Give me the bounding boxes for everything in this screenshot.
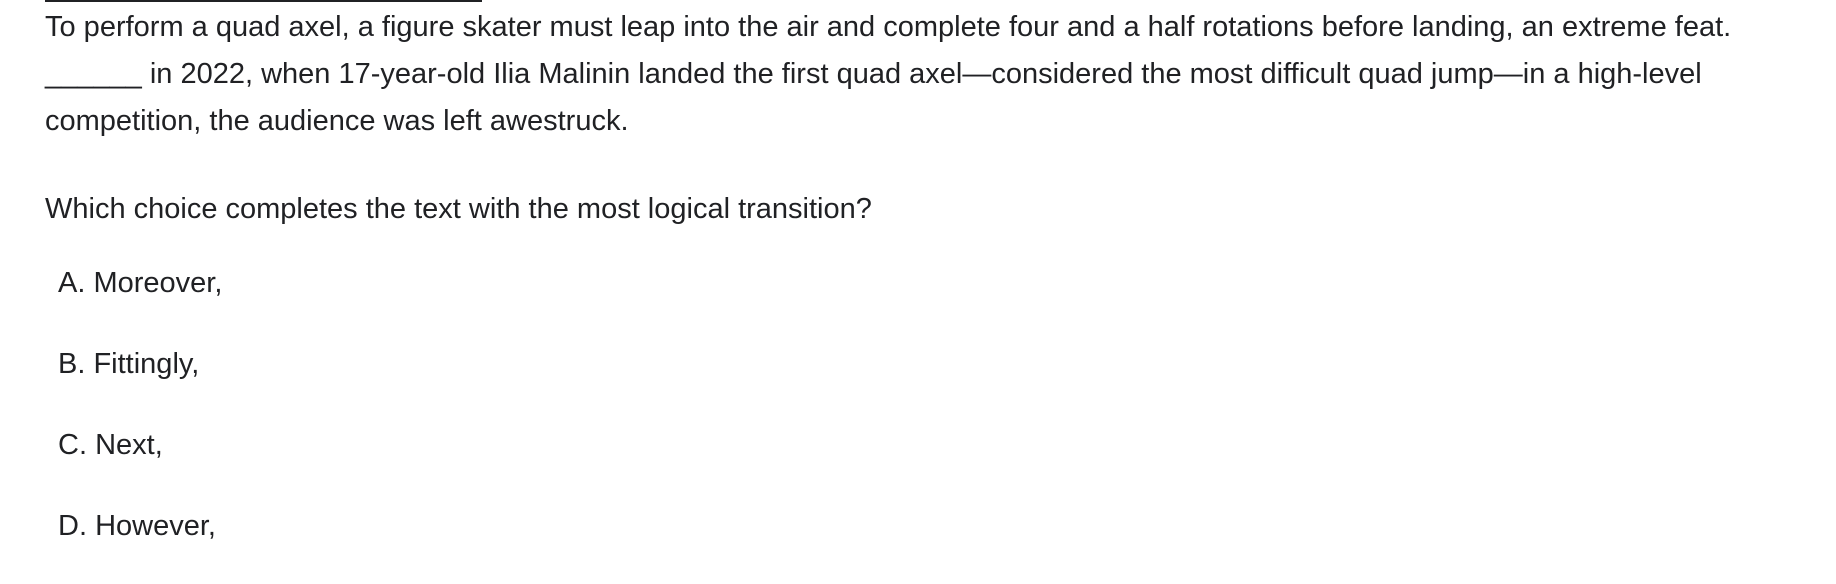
answer-choices bbox=[58, 260, 222, 584]
choice-letter: C. bbox=[58, 429, 87, 461]
choice-text: However, bbox=[95, 510, 216, 542]
choice-c[interactable] bbox=[58, 422, 222, 503]
passage-before-blank: To perform a quad axel, a figure skater must leap into the air and complete four and a half rotations before landing, an extreme feat. bbox=[45, 11, 1732, 43]
passage-text bbox=[45, 4, 1785, 145]
passage-blank: ______ bbox=[45, 58, 142, 90]
choice-letter: D. bbox=[58, 510, 87, 542]
choice-text: Next, bbox=[95, 429, 163, 461]
passage-after-blank: in 2022, when 17-year-old Ilia Malinin landed the first quad axel—considered the most difficult quad jump—in a high-level competition, the audience was left awestruck. bbox=[45, 58, 1702, 137]
choice-a[interactable] bbox=[58, 260, 222, 341]
choice-text: Fittingly, bbox=[93, 348, 200, 380]
choice-d[interactable] bbox=[58, 503, 222, 584]
choice-b[interactable] bbox=[58, 341, 222, 422]
top-divider bbox=[45, 0, 482, 2]
choice-text: Moreover, bbox=[93, 267, 223, 299]
choice-letter: B. bbox=[58, 348, 86, 380]
question-prompt: Which choice completes the text with the most logical transition? bbox=[45, 193, 872, 225]
choice-letter: A. bbox=[58, 267, 86, 299]
